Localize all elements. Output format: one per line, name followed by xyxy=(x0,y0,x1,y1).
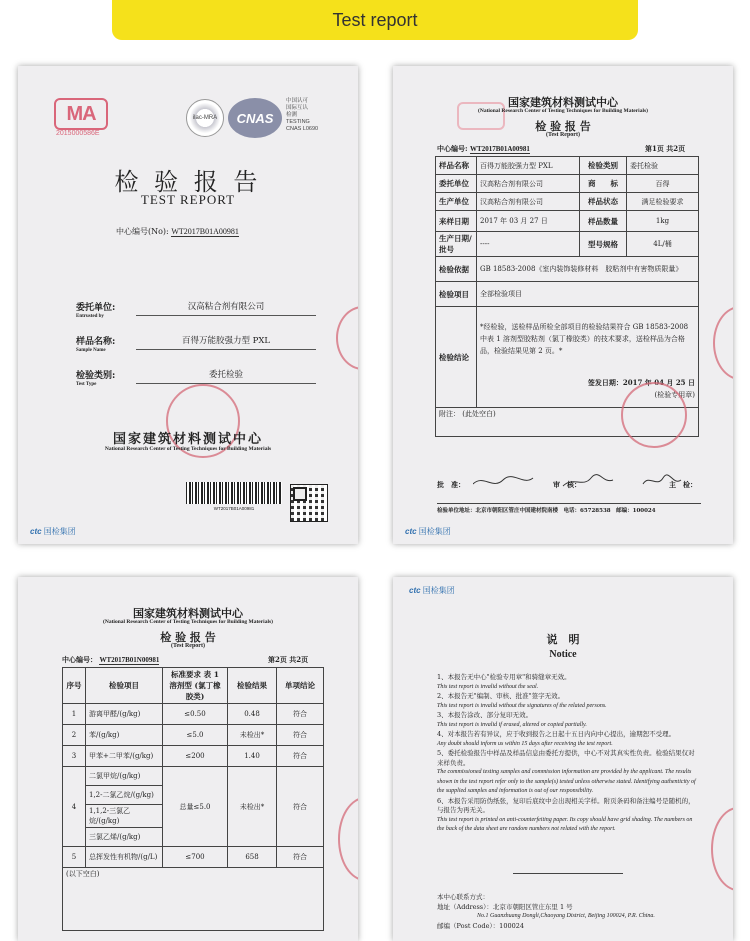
table-row: 3 甲苯+二甲苯/(g/kg) ≤200 1.40 符合 xyxy=(63,746,324,767)
page-indicator: 第1页 共2页 xyxy=(645,144,686,153)
table-row: 1,1,2-三氯乙烷/(g/kg) xyxy=(63,805,324,828)
table-row: (以下空白) xyxy=(63,868,324,931)
inspector-label: 主 检： xyxy=(669,480,697,489)
report-title-en: (Test Report) xyxy=(171,643,205,649)
table-row: 来样日期 2017 年 03 月 27 日 样品数量 1kg xyxy=(436,211,699,232)
side-seal-stamp xyxy=(713,306,733,380)
table-row: 三氯乙烯/(g/kg) xyxy=(63,828,324,847)
notice-title-en: Notice xyxy=(549,649,577,660)
conclusion-text: *经检验，送检样品所检全部项目的检验结果符合 GB 18583-2008 中表 1 溶剂型胶粘剂（氯丁橡胶类）的技术要求，送检样品为合格品，检验结果见第 2 页。* xyxy=(480,323,689,355)
report-cover-panel xyxy=(18,66,358,544)
review-label: 审 核： xyxy=(553,480,581,489)
handwritten-signatures xyxy=(473,472,683,492)
approve-label: 批 准： xyxy=(437,480,465,489)
notice-item: 5、委托检验报告中样品及样品信息由委托方提供，中心不对其真实性负责。检验结果仅对来样负责。 The commissioned testing samples and commission information are provided by the applicant. The results shown in the test report refer only to the sample(s) tested unless otherwise stated. Identifying authenticity of the supplied samples and information is out of our responsibility. xyxy=(437,749,696,794)
table-row: 生产日期/批号 ---- 型号规格 4L/桶 xyxy=(436,232,699,257)
report-title-cn: 检 验 报 告 xyxy=(160,631,216,644)
notice-title-cn: 说 明 xyxy=(546,633,580,646)
center-no: 中心编号: WT2017B01A00981 xyxy=(437,144,530,153)
cover-field: 委托单位: Entrusted by 汉高粘合剂有限公司 xyxy=(76,300,316,334)
qr-code xyxy=(290,484,328,522)
cover-field: 检验类别: Test Type 委托检验 xyxy=(76,368,316,402)
table-row: 1,2-二氯乙烷/(g/kg) xyxy=(63,786,324,805)
side-seal-stamp xyxy=(336,306,358,370)
notice-list xyxy=(437,673,699,835)
side-seal-stamp xyxy=(711,807,733,891)
report-title-cn: 检 验 报 告 xyxy=(535,120,591,133)
center-no: 中心编号(No): WT2017B01A00981 xyxy=(116,227,239,236)
contact-block: 本中心联系方式： 地址（Address）：北京市朝阳区管庄东里 1 号 No.1 Guanzhuang Dongli,Chaoyang District, Beijing 100024, P.R. China. 邮编（Post Code）：100024 xyxy=(437,893,655,930)
page-indicator: 第2页 共2页 xyxy=(268,655,309,664)
stamp-label: (检验专用章) xyxy=(654,391,695,399)
report-page1-panel xyxy=(393,66,733,544)
org-name-en: National Research Center of Testing Techniques for Building Materials xyxy=(104,446,272,452)
cover-field: 样品名称: Sample Name 百得万能胶强力型 PXL xyxy=(76,334,316,368)
notice-item: 1、本报告无中心"检验专用章"和骑缝章无效。 This test report is invalid without the seal. xyxy=(437,673,571,690)
table-row: 生产单位 汉高粘合剂有限公司 样品状态 满足检验要求 xyxy=(436,193,699,211)
table-row: 2 苯/(g/kg) ≤5.0 未检出* 符合 xyxy=(63,725,324,746)
report-page2-panel xyxy=(18,577,358,941)
cnas-text: 中国认可 国际互认 检测 TESTING CNAS L0690 xyxy=(286,98,319,132)
table-row: 检验结论 *经检验，送检样品所检全部项目的检验结果符合 GB 18583-2008 中表 1 溶剂型胶粘剂（氯丁橡胶类）的技术要求，送检样品为合格品，检验结果见第 2 页。* 签发日期：2017 年 04 月 25 日 (检验专用章) xyxy=(436,307,699,408)
notice-item: 2、本报告无"编制、审核、批准"签字无效。 This test report is invalid without the signatures of the related persons. xyxy=(437,692,607,709)
report-title-en: (Test Report) xyxy=(546,132,580,138)
notice-item: 4、对本报告若有异议，应于收到报告之日起十五日内向中心提出，逾期恕不受理。 Any doubt should inform us within 15 days after receiving the test report. xyxy=(437,730,676,747)
center-no: 中心编号： WT2017B01N00981 xyxy=(62,655,160,664)
ma-number: 2015000586E xyxy=(56,130,100,137)
org-name-cn: 国家建筑材料测试中心 xyxy=(112,432,263,447)
title-en: TEST REPORT xyxy=(140,192,236,207)
ilac-logo: ilac-MRA xyxy=(186,99,224,137)
notice-panel xyxy=(393,577,733,941)
table-row: 5 总挥发性有机物/(g/L) ≤700 658 符合 xyxy=(63,847,324,868)
table-row: 附注： (此处空白) xyxy=(436,408,699,437)
org-name-en: (National Research Center of Testing Techniques for Building Materials) xyxy=(103,619,273,625)
ctc-logo: ctc 国检集团 xyxy=(30,527,76,536)
table-header-row: 序号 检验项目 标准要求 表 1 溶剂型 (氯丁橡胶类) 检验结果 单项结论 xyxy=(63,668,324,704)
org-name-cn: 国家建筑材料测试中心 xyxy=(133,607,243,620)
cnas-logo: CNAS xyxy=(228,98,282,138)
issue-date: 签发日期：2017 年 04 月 25 日 xyxy=(587,378,695,387)
barcode xyxy=(186,482,282,504)
results-table xyxy=(62,667,324,931)
table-row: 检验项目 全部检验项目 xyxy=(436,282,699,307)
top-banner xyxy=(112,0,638,40)
side-seal-stamp xyxy=(338,797,358,881)
org-name-en: (National Research Center of Testing Techniques for Building Materials) xyxy=(478,108,648,114)
table-row: 样品名称 百得万能胶强力型 PXL 检验类别 委托检验 xyxy=(436,157,699,175)
barcode-text: WT2017B01A00981 xyxy=(213,506,255,511)
ma-logo: MA xyxy=(54,98,108,130)
notice-item: 3、本报告涂改、部分复印无效。 This test report is invalid if erased, altered or copied partially. xyxy=(437,711,587,728)
table-row: 1 游离甲醛/(g/kg) ≤0.50 0.48 符合 xyxy=(63,704,324,725)
ctc-logo: ctc 国检集团 xyxy=(405,527,451,536)
seal-stamp xyxy=(621,382,687,448)
table-row: 4 二氯甲烷/(g/kg) 总量≤5.0 未检出* 符合 xyxy=(63,767,324,786)
title-cn: 检 验 报 告 xyxy=(114,168,262,196)
table-row: 委托单位 汉高粘合剂有限公司 商 标 百得 xyxy=(436,175,699,193)
divider xyxy=(513,873,623,874)
banner-title: Test report xyxy=(332,9,418,30)
notice-item: 6、本报告采用防伪纸张，复印后底纹中会出现相关字样。附页条码和备注编号是随机的，与报告为再无关。 This test report is printed on anti-counterfeiting paper. Its copy should have grid shading. The numbers on the back of the data sheet are random numbers not related with the report. xyxy=(437,796,695,832)
table-row: 检验依据 GB 18583-2008《室内装饰装修材料 胶粘剂中有害物质限量》 xyxy=(436,257,699,282)
ctc-logo: ctc 国检集团 xyxy=(409,586,455,595)
org-name-cn: 国家建筑材料测试中心 xyxy=(508,96,618,109)
address-line: 检验单位地址：北京市朝阳区管庄中国建材院南楼 电话：65728538 邮编：100024 xyxy=(437,503,701,514)
